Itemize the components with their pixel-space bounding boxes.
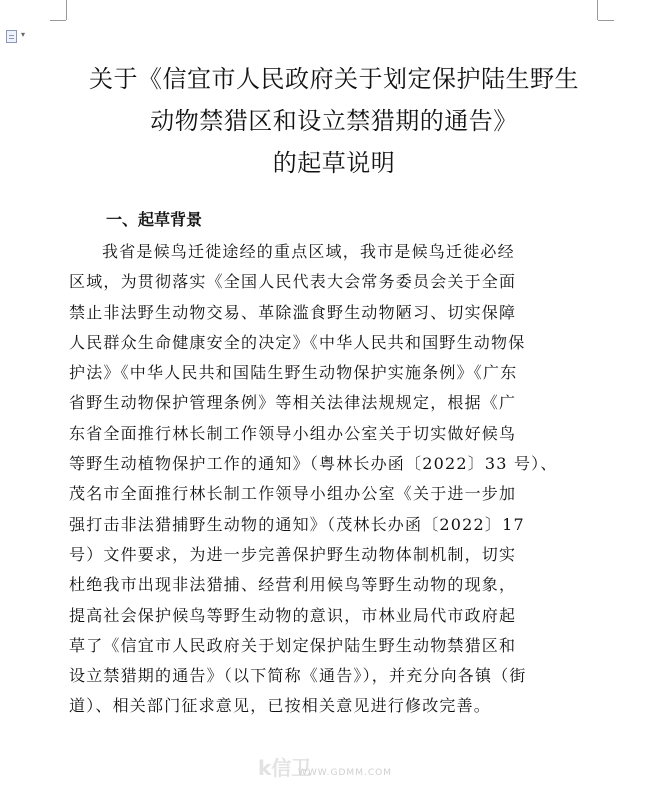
body-paragraph	[69, 237, 593, 722]
paragraph-line: 设立禁猎期的通告》（以下简称《通告》），并充分向各镇（街	[69, 666, 527, 686]
crop-mark-left-vertical	[66, 0, 67, 20]
paragraph-line: 禁止非法野生动物交易、革除滥食野生动物陋习、切实保障	[69, 302, 517, 322]
chevron-down-icon[interactable]: ▾	[21, 30, 26, 39]
title-line: 动物禁猎区和设立禁猎期的通告》	[150, 107, 518, 135]
crop-mark-right-vertical	[597, 0, 598, 20]
watermark-logo: k信卫	[258, 756, 312, 780]
document-icon[interactable]	[6, 30, 17, 43]
crop-mark-right-horizontal	[598, 20, 614, 21]
paragraph-line: 省野生动物保护管理条例》等相关法律法规规定，根据《广	[69, 393, 517, 413]
paragraph-line: 人民群众生命健康安全的决定》《中华人民共和国野生动物保	[69, 332, 526, 352]
document-title	[0, 58, 668, 184]
watermark-url: WWW.GDMM.COM	[298, 768, 392, 778]
paragraph-line: 提高社会保护候鸟等野生动物的意识，市林业局代市政府起	[69, 605, 517, 625]
paragraph-line: 茂名市全面推行林长制工作领导小组办公室《关于进一步加	[69, 484, 517, 504]
paragraph-line: 杜绝我市出现非法猎捕、经营利用候鸟等野生动物的现象，	[69, 575, 517, 595]
paragraph-line: 强打击非法猎捕野生动物的通知》（茂林长办函〔2022〕17	[69, 514, 525, 534]
paragraph-line: 护法》《中华人民共和国陆生野生动物保护实施条例》《广东	[69, 363, 518, 383]
crop-mark-left-horizontal	[50, 20, 66, 21]
paragraph-line: 等野生动植物保护工作的通知》（粤林长办函〔2022〕33 号）、	[69, 454, 558, 474]
title-line: 的起草说明	[272, 149, 396, 177]
paragraph-line: 草了《信宜市人民政府关于划定保护陆生野生动物禁猎区和	[69, 635, 517, 655]
paragraph-line: 我省是候鸟迁徙途经的重点区域，我市是候鸟迁徙必经	[102, 242, 515, 261]
paragraph-line: 区域，为贯彻落实《全国人民代表大会常务委员会关于全面	[69, 272, 517, 292]
title-line: 关于《信宜市人民政府关于划定保护陆生野生	[89, 65, 579, 93]
paragraph-line: 东省全面推行林长制工作领导小组办公室关于切实做好候鸟	[69, 423, 517, 443]
section-heading: 一、起草背景	[106, 210, 203, 229]
paragraph-line: 道）、相关部门征求意见，已按相关意见进行修改完善。	[69, 696, 492, 716]
paragraph-line: 号）文件要求，为进一步完善保护野生动物体制机制，切实	[69, 544, 517, 564]
